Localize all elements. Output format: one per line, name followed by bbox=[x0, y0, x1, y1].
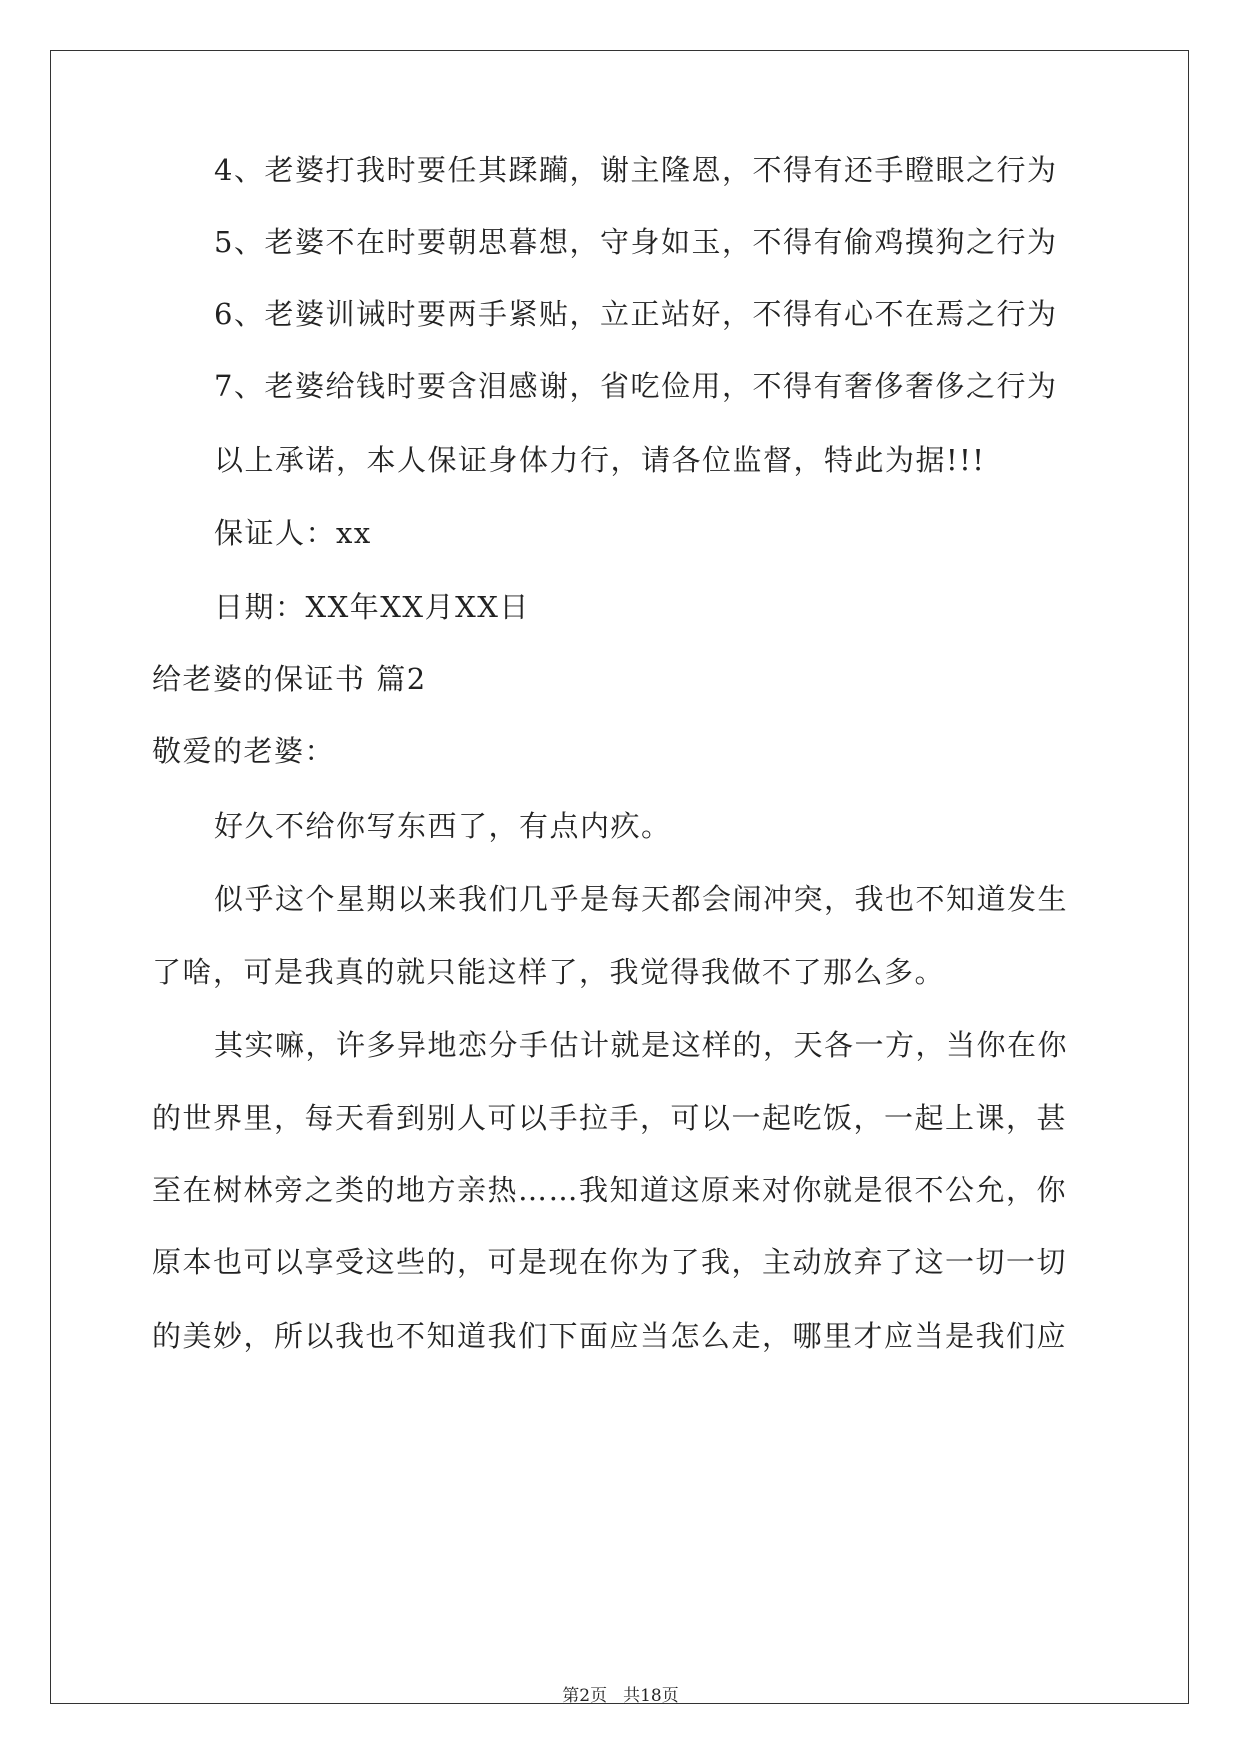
section-heading: 给老婆的保证书 篇2 bbox=[152, 662, 427, 696]
salutation: 敬爱的老婆： bbox=[152, 734, 336, 768]
rule-item-7: 7、老婆给钱时要含泪感谢，省吃俭用，不得有奢侈奢侈之行为 bbox=[214, 369, 1058, 403]
paragraph-3-line-5: 的美妙，所以我也不知道我们下面应当怎么走，哪里才应当是我们应 bbox=[152, 1319, 1068, 1353]
paragraph-3-line-1: 其实嘛，许多异地恋分手估计就是这样的，天各一方，当你在你 bbox=[214, 1028, 1069, 1062]
page-number: 第2页 bbox=[562, 1686, 608, 1706]
paragraph-2-line-1: 似乎这个星期以来我们几乎是每天都会闹冲突，我也不知道发生 bbox=[214, 882, 1069, 916]
paragraph-3-line-4: 原本也可以享受这些的，可是现在你为了我，主动放弃了这一切一切 bbox=[152, 1245, 1068, 1279]
rule-item-4: 4、老婆打我时要任其蹂躏，谢主隆恩，不得有还手瞪眼之行为 bbox=[214, 153, 1058, 187]
closing-statement: 以上承诺，本人保证身体力行，请各位监督，特此为据!!! bbox=[214, 443, 986, 477]
paragraph-3-line-3: 至在树林旁之类的地方亲热……我知道这原来对你就是很不公允，你 bbox=[152, 1173, 1068, 1207]
paragraph-3-line-2: 的世界里，每天看到别人可以手拉手，可以一起吃饭，一起上课，甚 bbox=[152, 1101, 1068, 1135]
date-line: 日期：XX年XX月XX日 bbox=[214, 590, 530, 624]
rule-item-5: 5、老婆不在时要朝思暮想，守身如玉，不得有偷鸡摸狗之行为 bbox=[214, 225, 1058, 259]
page-footer bbox=[0, 1684, 1241, 1708]
paragraph-2-line-2: 了啥，可是我真的就只能这样了，我觉得我做不了那么多。 bbox=[152, 955, 946, 989]
rule-item-6: 6、老婆训诫时要两手紧贴，立正站好，不得有心不在焉之行为 bbox=[214, 297, 1058, 331]
page-total: 共18页 bbox=[623, 1686, 679, 1706]
guarantor-line: 保证人：xx bbox=[214, 516, 372, 550]
paragraph-1: 好久不给你写东西了，有点内疚。 bbox=[214, 809, 672, 843]
